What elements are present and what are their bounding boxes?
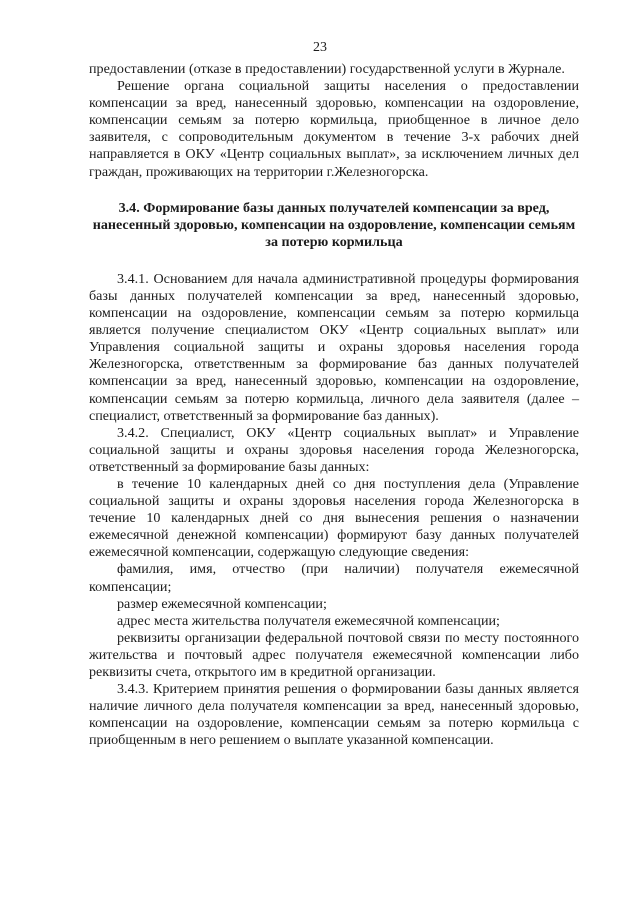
field-payment-details: реквизиты организации федеральной почтовой связи по месту постоянного жительства и почтовый адрес получателя ежемесячной компенсации либо реквизиты счета, открытого им в кредитной организации.	[89, 629, 579, 681]
section-heading: 3.4. Формирование базы данных получателей компенсации за вред, нанесенный здоровью, компенсации на оздоровление, компенсации семьям за потерю кормильца	[92, 199, 576, 251]
clause-3-4-1: 3.4.1. Основанием для начала административной процедуры формирования базы данных получателей компенсации за вред, нанесенный здоровью, компенсации на оздоровление, компенсации семьям за потерю кормильца является получение специалистом ОКУ «Центр социальных выплат» или Управления социальной защиты и охраны здоровья населения города Железногорска, ответственным за формирование баз данных получателей компенсации за вред, нанесенный здоровью, компенсации на оздоровление, компенсации семьям за потерю кормильца, личного дела заявителя (далее – специалист, ответственный за формирование баз данных).	[89, 270, 579, 424]
continuation-paragraph: предоставлении (отказе в предоставлении) государственной услуги в Журнале.	[89, 61, 565, 77]
field-amount: размер ежемесячной компенсации;	[117, 595, 327, 612]
field-address: адрес места жительства получателя ежемесячной компенсации;	[117, 612, 500, 629]
clause-3-4-2-term: в течение 10 календарных дней со дня поступления дела (Управление социальной защиты и охраны здоровья населения города Железногорска в течение 10 календарных дней со дня вынесения решения о назначении ежемесячной денежной компенсации) формируют базу данных получателей ежемесячной компенсации, содержащую следующие сведения:	[89, 476, 579, 561]
decision-paragraph: Решение органа социальной защиты населения о предоставлении компенсации за вред, нанесенный здоровью, компенсации на оздоровление, компенсации семьям за потерю кормильца, приобщенное в личное дело заявителя, с сопроводительным документом в течение 3-х рабочих дней направляется в ОКУ «Центр социальных выплат», за исключением личных дел граждан, проживающих на территории г.Железногорска.	[89, 78, 579, 180]
clause-3-4-3: 3.4.3. Критерием принятия решения о формировании базы данных является наличие личного дела получателя компенсации за вред, нанесенный здоровью, компенсации на оздоровление, компенсации семьям за потерю кормильца с приобщенным в него решением о выплате указанной компенсации.	[89, 681, 579, 749]
field-full-name: фамилия, имя, отчество (при наличии) получателя ежемесячной компенсации;	[89, 561, 579, 595]
page-body	[89, 61, 579, 750]
clause-3-4-2: 3.4.2. Специалист, ОКУ «Центр социальных выплат» и Управление социальной защиты и охраны здоровья населения города Железногорска, ответственный за формирование базы данных:	[89, 424, 579, 475]
page-number: 23	[313, 40, 327, 55]
